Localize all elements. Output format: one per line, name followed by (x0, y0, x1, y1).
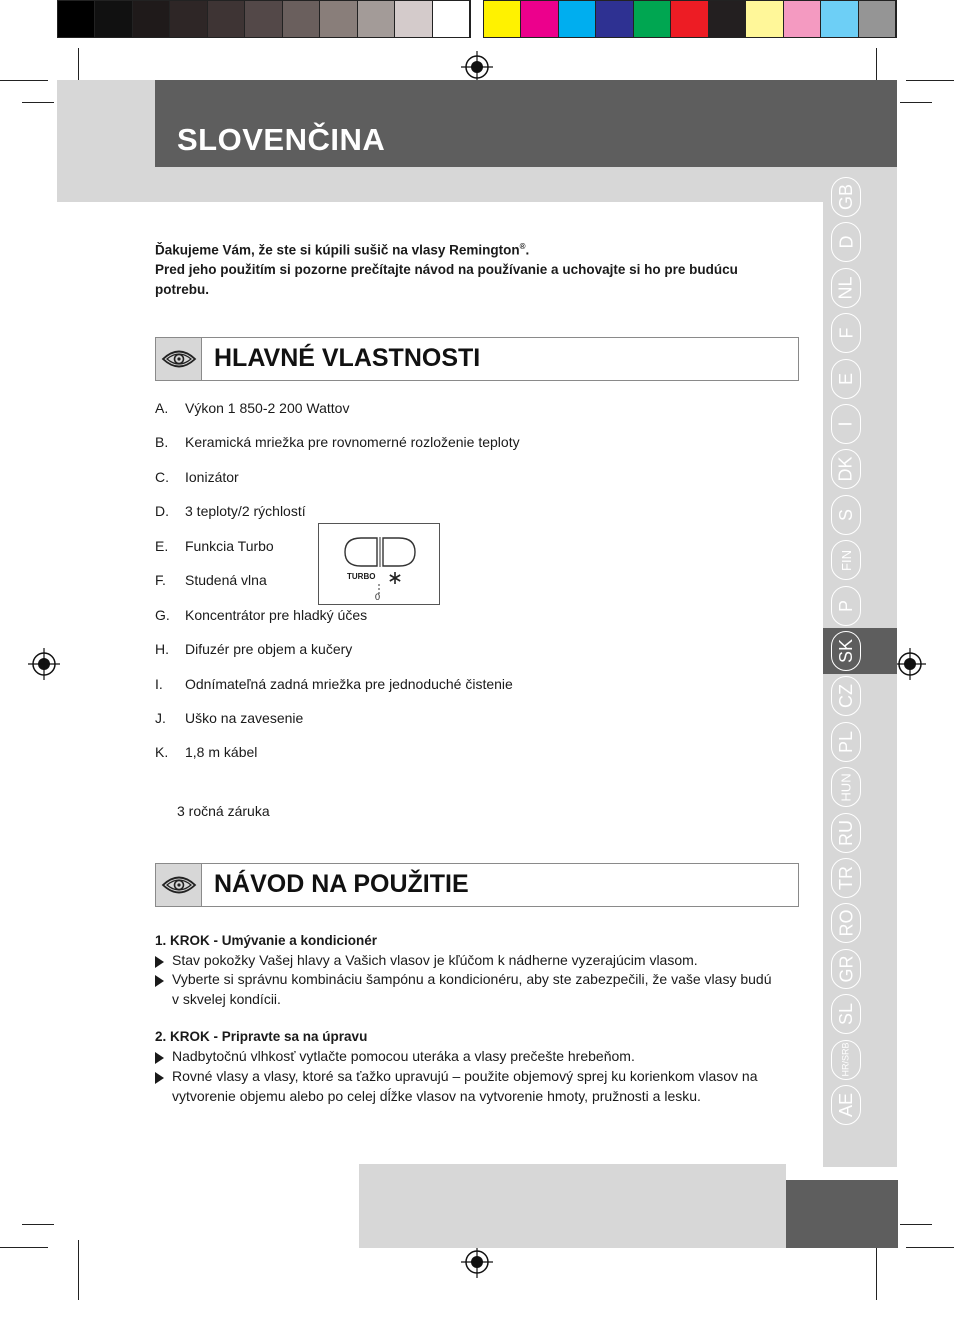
language-tab-label: CZ (836, 684, 856, 709)
crop-mark (900, 1224, 932, 1225)
eye-icon-cell (156, 338, 202, 380)
intro-text (155, 237, 795, 299)
color-swatch (521, 1, 558, 37)
language-tab-p[interactable] (831, 586, 861, 626)
color-swatch (671, 1, 708, 37)
language-tab-hr-srb[interactable] (831, 1040, 861, 1080)
warranty-text: 3 ročná záruka (177, 803, 270, 819)
color-swatch (395, 1, 432, 37)
color-swatch (358, 1, 395, 37)
feature-letter: E. (155, 538, 169, 554)
feature-letter: I. (155, 676, 163, 692)
language-tab-nl[interactable] (831, 268, 861, 308)
language-tab-label: HR/SRB (840, 1042, 851, 1077)
color-swatch (559, 1, 596, 37)
color-swatch (859, 1, 896, 37)
page-number-box (786, 1180, 898, 1248)
footer-background (359, 1164, 786, 1248)
registration-mark-icon (461, 1246, 493, 1278)
color-swatch (784, 1, 821, 37)
color-swatch (133, 1, 170, 37)
language-tab-label: I (835, 421, 856, 427)
grayscale-calibration-bar (57, 0, 471, 38)
color-swatch (484, 1, 521, 37)
list-item (155, 1047, 775, 1067)
language-tab-cz[interactable] (831, 676, 861, 716)
language-tab-sl[interactable] (831, 994, 861, 1034)
language-tab-fin[interactable] (831, 540, 861, 580)
usage-title: NÁVOD NA POUŽITIE (214, 870, 469, 898)
feature-text: Koncentrátor pre hladký účes (185, 607, 368, 623)
step2-heading: 2. KROK - Pripravte sa na úpravu (155, 1029, 368, 1044)
intro-thanks: Ďakujeme Vám, že ste si kúpili sušič na vlasy Remington (155, 242, 520, 258)
language-tab-ru[interactable] (831, 813, 861, 853)
crop-mark (0, 1247, 48, 1248)
feature-text: Studená vlna (185, 572, 267, 588)
feature-text: Odnímateľná zadná mriežka pre jednoduché čistenie (185, 676, 513, 692)
bullet-triangle-icon (155, 956, 164, 968)
turbo-cold-switch-illustration (318, 523, 440, 605)
crop-mark (906, 80, 954, 81)
language-tab-gb[interactable] (831, 177, 861, 217)
crop-mark (900, 102, 932, 103)
registration-mark-icon (28, 648, 60, 680)
feature-letter: D. (155, 503, 169, 519)
language-tab-label: RO (836, 909, 856, 937)
language-tab-label: P (835, 599, 856, 612)
usage-header (155, 863, 799, 907)
feature-text: Funkcia Turbo (185, 538, 274, 554)
registered-mark: ® (519, 242, 526, 251)
registration-mark-icon (461, 51, 493, 83)
page-title: SLOVENČINA (177, 122, 386, 157)
features-header (155, 337, 799, 381)
color-swatch (746, 1, 783, 37)
language-tab-d[interactable] (831, 222, 861, 262)
color-swatch (821, 1, 858, 37)
feature-letter: J. (155, 710, 166, 726)
language-tab-label: RU (836, 819, 856, 846)
color-calibration-bar (483, 0, 897, 38)
feature-text: Ionizátor (185, 469, 239, 485)
bullet-text: Nadbytočnú vlhkosť vytlačte pomocou uteráka a vlasy prečešte hrebeňom. (172, 1048, 635, 1064)
language-tab-label: E (835, 372, 856, 385)
bullet-text: Vyberte si správnu kombináciu šampónu a kondicionéru, aby ste zabezpečili, že vaše vlasy budú v skvelej kondícii. (172, 971, 772, 1007)
eye-icon-cell (156, 864, 202, 906)
language-tab-label: F (836, 327, 856, 339)
language-tab-i[interactable] (831, 404, 861, 444)
color-swatch (245, 1, 282, 37)
color-swatch (283, 1, 320, 37)
feature-text: Výkon 1 850-2 200 Wattov (185, 400, 350, 416)
crop-mark (0, 80, 48, 81)
language-tab-e[interactable] (831, 359, 861, 399)
language-tab-ro[interactable] (831, 903, 861, 943)
bullet-text: Rovné vlasy a vlasy, ktoré sa ťažko upravujú – použite objemový sprej ku korienkom vlasov na vytvorenie objemu alebo po celej dĺžke vlasov na vytvorenie hmoty, pružnosti a lesku. (172, 1068, 758, 1104)
list-item (155, 1067, 775, 1106)
language-tab-label: AE (835, 1092, 856, 1118)
feature-text: Difuzér pre objem a kučery (185, 641, 353, 657)
language-tab-tr[interactable] (831, 858, 861, 898)
features-title: HLAVNÉ VLASTNOSTI (214, 344, 481, 372)
language-tab-label: S (835, 508, 856, 521)
language-tab-label: GR (836, 955, 856, 983)
feature-letter: G. (155, 607, 170, 623)
bullet-triangle-icon (155, 1052, 164, 1064)
color-swatch (433, 1, 470, 37)
language-tab-sk[interactable] (831, 631, 861, 671)
list-item (155, 951, 775, 971)
feature-letter: C. (155, 469, 169, 485)
intro-period: . (525, 242, 530, 258)
language-tab-label: SK (835, 638, 856, 664)
bullet-text: Stav pokožky Vašej hlavy a Vašich vlasov je kľúčom k nádherne vyzerajúcim vlasom. (172, 952, 698, 968)
language-tab-hun[interactable] (831, 767, 861, 807)
language-tab-ae[interactable] (831, 1085, 861, 1125)
intro-instruction: Pred jeho použitím si pozorne prečítajte návod na používanie a uchovajte si ho pre budúcu potrebu. (155, 262, 738, 297)
color-swatch (58, 1, 95, 37)
crop-mark (22, 102, 54, 103)
feature-text: 1,8 m kábel (185, 744, 258, 760)
snowflake-icon (390, 572, 400, 584)
crop-mark (906, 1247, 954, 1248)
bullet-triangle-icon (155, 1072, 164, 1084)
feature-letter: K. (155, 744, 169, 760)
language-tab-label: NL (835, 276, 856, 300)
feature-text: Keramická mriežka pre rovnomerné rozloženie teploty (185, 434, 520, 450)
language-tab-label: DK (835, 456, 856, 482)
eye-icon (161, 874, 197, 896)
language-tab-dk[interactable] (831, 449, 861, 489)
registration-mark-icon (894, 648, 926, 680)
language-tab-label: PL (836, 730, 856, 753)
language-tab-f[interactable] (831, 313, 861, 353)
bullet-triangle-icon (155, 975, 164, 987)
color-swatch (709, 1, 746, 37)
feature-text: Uško na zavesenie (185, 710, 304, 726)
feature-letter: A. (155, 400, 169, 416)
color-swatch (208, 1, 245, 37)
language-tab-label: D (836, 235, 856, 249)
language-tab-pl[interactable] (831, 722, 861, 762)
turbo-label: TURBO (347, 572, 376, 581)
language-tab-label: GB (835, 183, 856, 211)
feature-letter: B. (155, 434, 169, 450)
eye-icon (161, 348, 197, 370)
feature-letter: H. (155, 641, 169, 657)
language-tab-label: SL (836, 1003, 856, 1026)
crop-mark (22, 1224, 54, 1225)
color-swatch (170, 1, 207, 37)
cold-shot-label: 0 (375, 592, 381, 602)
language-tab-gr[interactable] (831, 949, 861, 989)
step1-heading: 1. KROK - Umývanie a kondicionér (155, 933, 378, 948)
color-swatch (95, 1, 132, 37)
feature-letter: F. (155, 572, 166, 588)
list-item (155, 970, 775, 1009)
feature-text: 3 teploty/2 rýchlostí (185, 503, 306, 519)
language-tab-label: FIN (838, 549, 854, 571)
crop-mark (78, 1240, 79, 1300)
crop-mark (876, 1240, 877, 1300)
language-tab-label: HUN (838, 773, 854, 802)
color-swatch (634, 1, 671, 37)
color-swatch (320, 1, 357, 37)
color-swatch (596, 1, 633, 37)
language-tab-label: TR (836, 866, 856, 890)
language-tab-s[interactable] (831, 495, 861, 535)
